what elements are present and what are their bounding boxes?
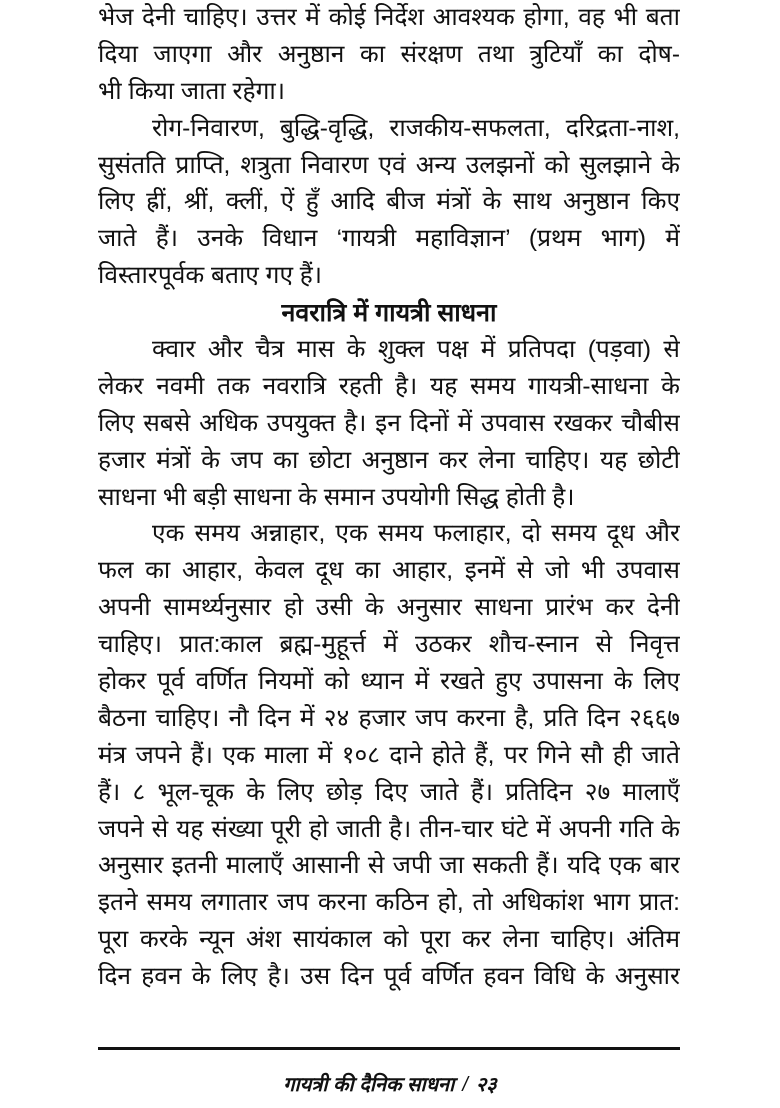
text-line: साधना भी बड़ी साधना के समान उपयोगी सिद्ध होती है। bbox=[98, 483, 575, 511]
paragraph bbox=[98, 516, 680, 996]
text-line: बैठना चाहिए। नौ दिन में २४ हजार जप करना है, प्रति दिन २६६७ bbox=[98, 704, 680, 732]
text-line: दिया जाएगा और अनुष्ठान का संरक्षण तथा त्रुटियाँ का दोष- bbox=[98, 40, 680, 68]
text-line: चाहिए। प्रात:काल ब्रह्म-मुहूर्त्त में उठकर शौच-स्नान से निवृत्त bbox=[98, 631, 680, 659]
footer-separator: / bbox=[462, 1074, 468, 1096]
section-heading: नवरात्रि में गायत्री साधना bbox=[281, 299, 497, 328]
text-line: रोग-निवारण, बुद्धि-वृद्धि, राजकीय-सफलता, दरिद्रता-नाश, bbox=[152, 114, 680, 142]
text-line: विस्तारपूर्वक बताए गए हैं। bbox=[98, 262, 323, 290]
text-line: क्वार और चैत्र मास के शुक्ल पक्ष में प्रतिपदा (पड़वा) से bbox=[152, 336, 680, 364]
page-footer bbox=[0, 1070, 780, 1097]
page-number: २३ bbox=[475, 1074, 497, 1096]
text-line: भी किया जाता रहेगा। bbox=[98, 77, 285, 105]
text-line: एक समय अन्नाहार, एक समय फलाहार, दो समय दूध और bbox=[152, 520, 680, 548]
text-line: दिन हवन के लिए है। उस दिन पूर्व वर्णित हवन विधि के अनुसार bbox=[98, 963, 680, 991]
text-line: हजार मंत्रों के जप का छोटा अनुष्ठान कर लेना चाहिए। यह छोटी bbox=[98, 446, 680, 474]
paragraph bbox=[98, 111, 680, 295]
footer-divider bbox=[98, 1047, 680, 1050]
text-line: लेकर नवमी तक नवरात्रि रहती है। यह समय गायत्री-साधना के bbox=[98, 372, 680, 400]
text-line: जाते हैं। उनके विधान ‘गायत्री महाविज्ञान’ (प्रथम भाग) में bbox=[98, 225, 680, 253]
text-line: जपने से यह संख्या पूरी हो जाती है। तीन-चार घंटे में अपनी गति के bbox=[98, 815, 680, 843]
text-line: पूरा करके न्यून अंश सायंकाल को पूरा कर लेना चाहिए। अंतिम bbox=[98, 926, 680, 954]
text-line: फल का आहार, केवल दूध का आहार, इनमें से जो भी उपवास bbox=[98, 557, 680, 585]
paragraph bbox=[98, 0, 680, 111]
text-line: अपनी सामर्थ्यनुसार हो उसी के अनुसार साधना प्रारंभ कर देनी bbox=[98, 594, 680, 622]
text-line: लिए सबसे अधिक उपयुक्त है। इन दिनों में उपवास रखकर चौबीस bbox=[98, 409, 680, 437]
text-line: लिए ह्रीं, श्रीं, क्लीं, ऐं हुँ आदि बीज मंत्रों के साथ अनुष्ठान किए bbox=[98, 188, 680, 216]
text-line: होकर पूर्व वर्णित नियमों को ध्यान में रखते हुए उपासना के लिए bbox=[98, 668, 680, 696]
text-line: इतने समय लगातार जप करना कठिन हो, तो अधिकांश भाग प्रात: bbox=[98, 889, 680, 917]
text-line: सुसंतति प्राप्ति, शत्रुता निवारण एवं अन्य उलझनों को सुलझाने के bbox=[98, 151, 680, 179]
paragraph bbox=[98, 332, 680, 516]
page-body bbox=[98, 0, 680, 996]
running-title: गायत्री की दैनिक साधना bbox=[283, 1074, 455, 1096]
text-line: हैं। ८ भूल-चूक के लिए छोड़ दिए जाते हैं। प्रतिदिन २७ मालाएँ bbox=[98, 778, 680, 806]
text-line: मंत्र जपने हैं। एक माला में १०८ दाने होते हैं, पर गिने सौ ही जाते bbox=[98, 741, 680, 769]
text-line: अनुसार इतनी मालाएँ आसानी से जपी जा सकती हैं। यदि एक बार bbox=[98, 852, 680, 880]
text-line: भेज देनी चाहिए। उत्तर में कोई निर्देश आवश्यक होगा, वह भी बता bbox=[98, 4, 680, 31]
